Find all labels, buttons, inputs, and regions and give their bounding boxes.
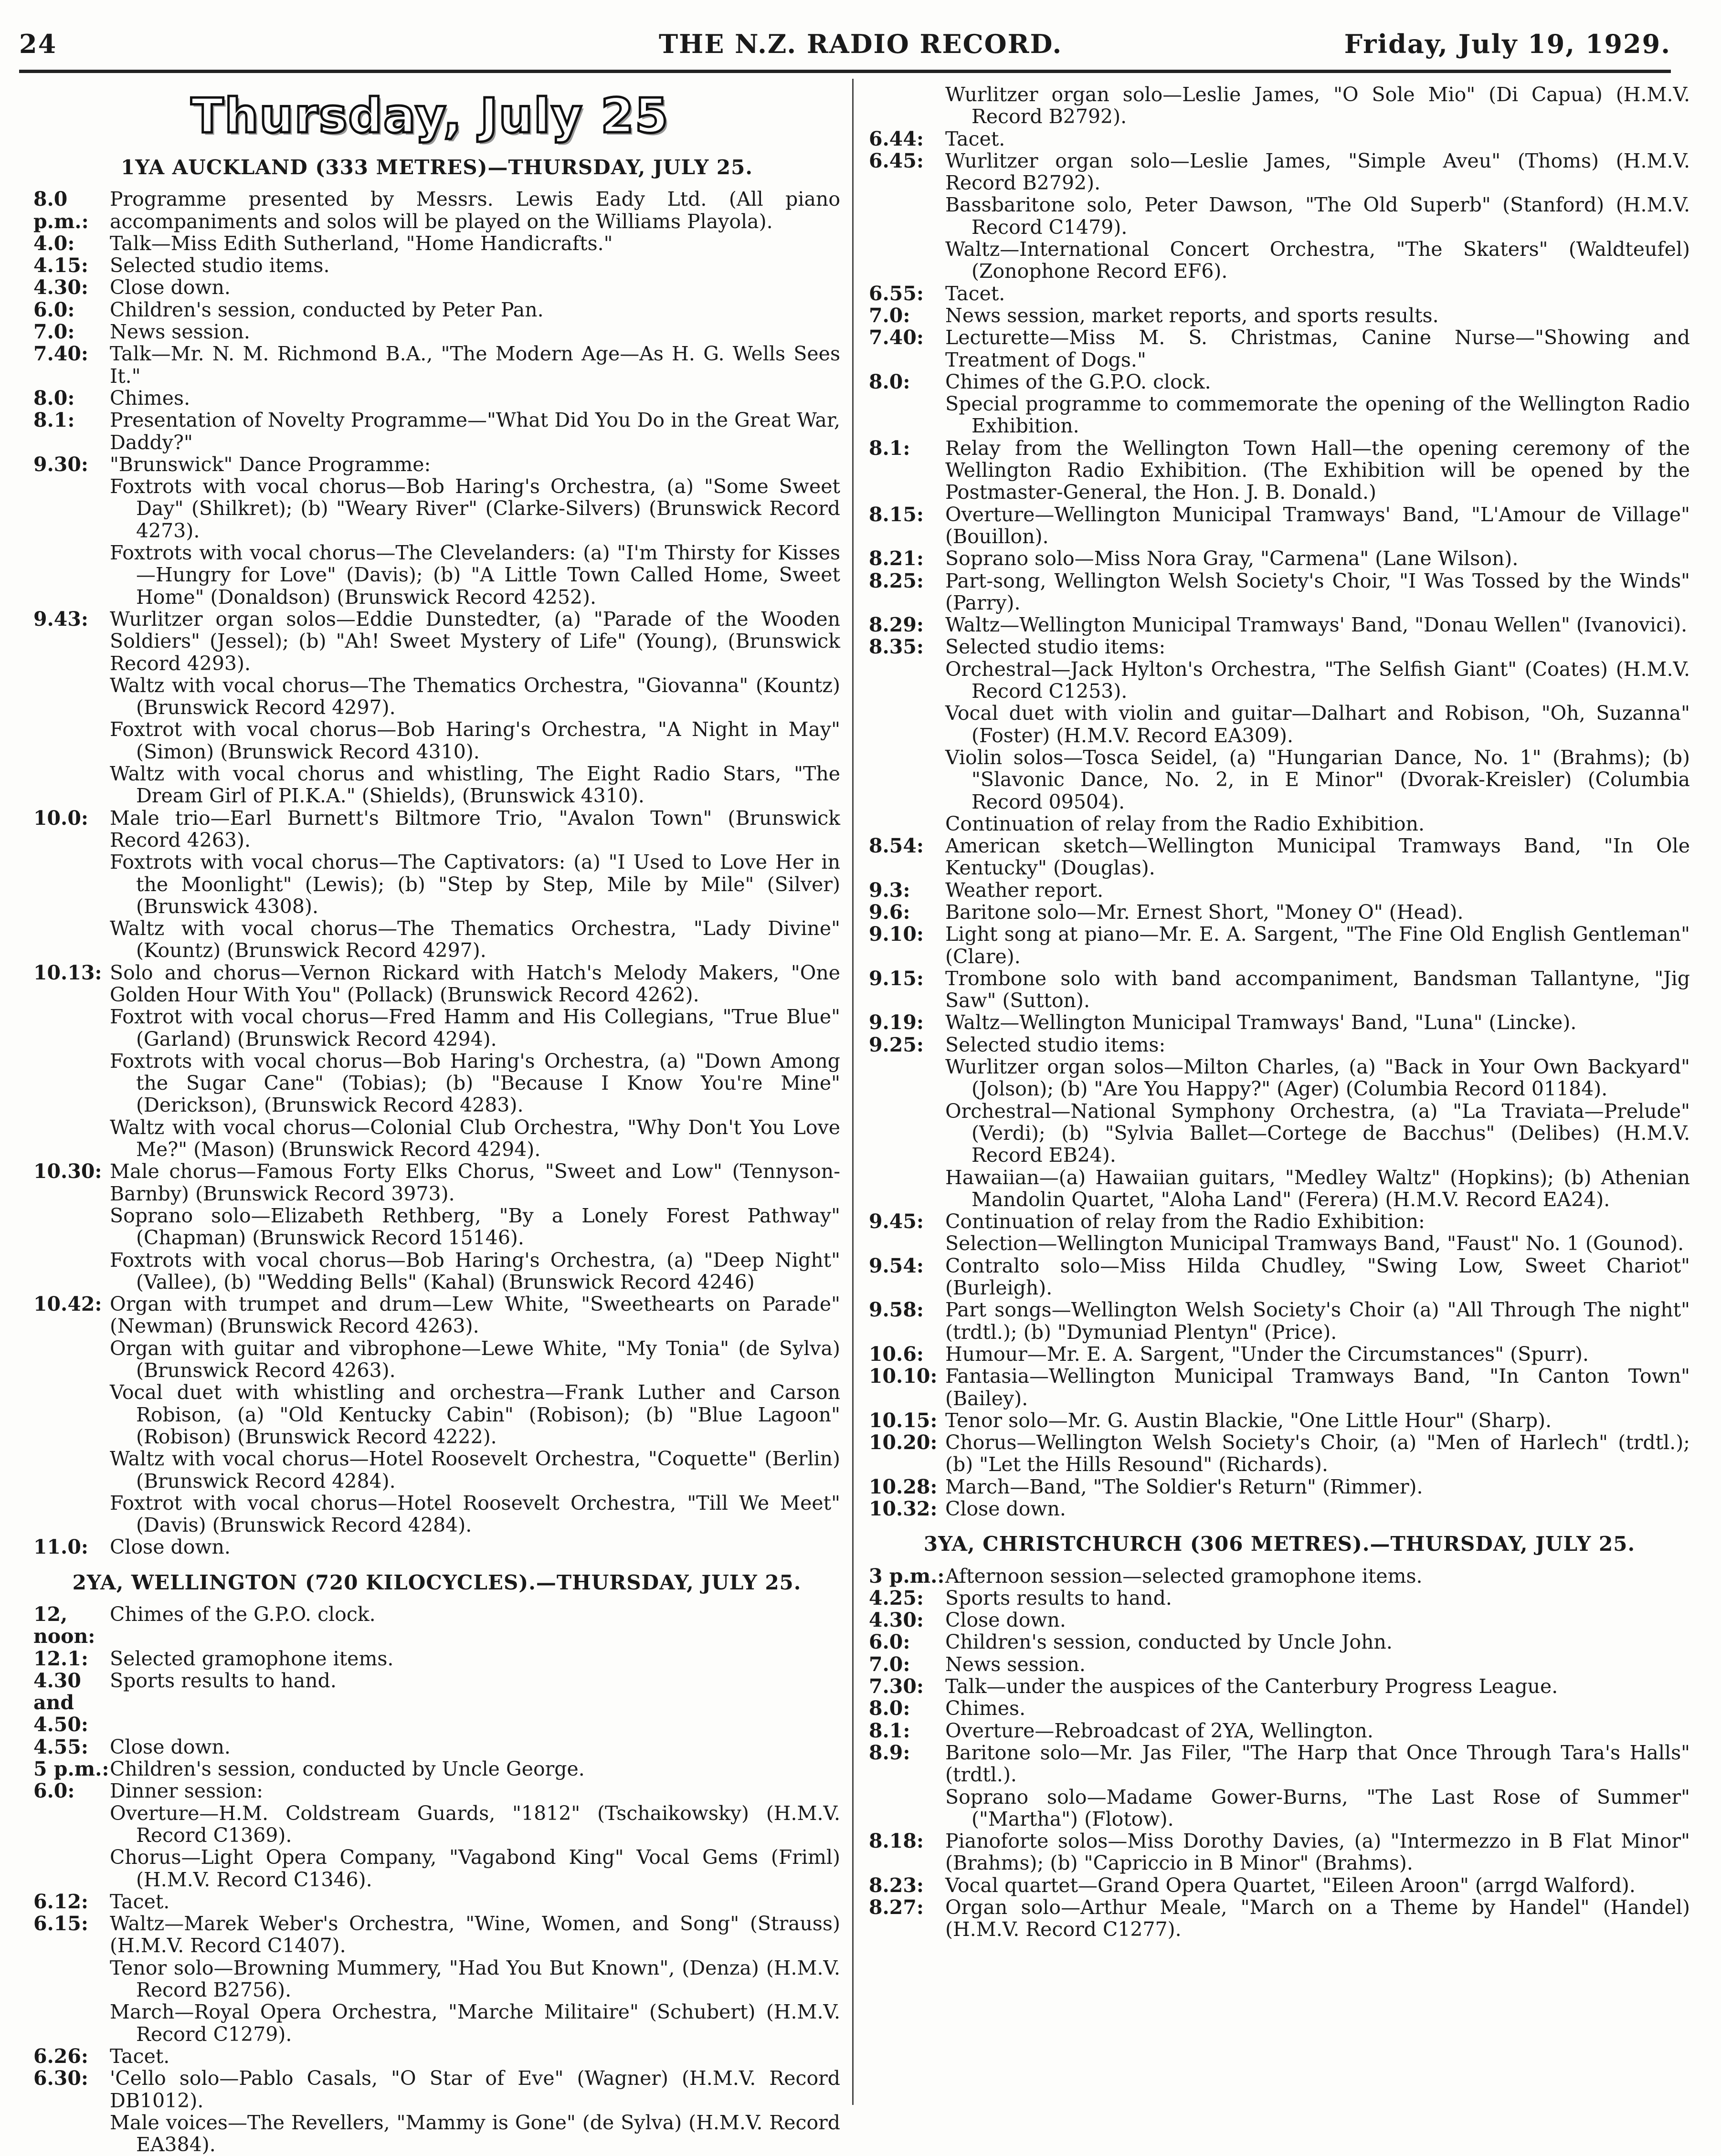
programme-text: Overture—Rebroadcast of 2YA, Wellington. — [945, 1719, 1373, 1742]
programme-text: Baritone solo—Mr. Ernest Short, "Money O" (Head). — [945, 900, 1464, 924]
programme-text: Tacet. — [110, 1890, 170, 1913]
programme-subitem: Waltz with vocal chorus—The Thematics Orchestra, "Lady Divine" (Kountz) (Brunswick Record 4297). — [110, 917, 840, 962]
programme-time: 8.35: — [869, 635, 924, 659]
programme-subitem: Foxtrot with vocal chorus—Hotel Roosevelt Orchestra, "Till We Meet" (Davis) (Brunswick Record 4284). — [110, 1491, 840, 1537]
programme-time: 11.0: — [33, 1535, 88, 1559]
programme-entry — [869, 879, 1690, 901]
programme-text: Chimes of the G.P.O. clock. — [945, 370, 1211, 393]
programme-time: 9.15: — [869, 967, 924, 990]
programme-time: 7.0: — [869, 304, 910, 327]
programme-time: 4.30: — [33, 276, 88, 299]
programme-subitem: Hawaiian—(a) Hawaiian guitars, "Medley Waltz" (Hopkins); (b) Athenian Mandolin Quartet, "Aloha Land" (Ferera) (H.M.V. Record EA24). — [945, 1166, 1690, 1211]
programme-text: Relay from the Wellington Town Hall—the opening ceremony of the Wellington Radio Exhibition. (The Exhibition will be opened by the Postmaster-General, the Hon. J. B. Donald.) — [945, 436, 1690, 504]
programme-time: 9.25: — [869, 1033, 924, 1056]
programme-entry — [869, 1742, 1690, 1786]
programme-entry — [33, 1648, 840, 1670]
programme-entry — [33, 1758, 840, 1780]
programme-text: Selected studio items: — [945, 1033, 1166, 1056]
programme-entry — [33, 1913, 840, 1957]
programme-subitem: Soprano solo—Madame Gower-Burns, "The Last Rose of Summer" ("Martha") (Flotow). — [945, 1785, 1690, 1830]
programme-text: Close down. — [945, 1497, 1066, 1520]
programme-time: 9.10: — [869, 923, 924, 946]
programme-time: 8.27: — [869, 1896, 924, 1919]
programme-entry — [33, 1736, 840, 1758]
right-programme-list — [869, 84, 1690, 1941]
programme-entry — [869, 1011, 1690, 1033]
station-heading: 1YA AUCKLAND (333 METRES)—THURSDAY, JULY 25. — [120, 156, 753, 179]
programme-entry — [869, 1034, 1690, 1056]
programme-entry — [33, 343, 840, 387]
programme-text: Chorus—Wellington Welsh Society's Choir, (a) "Men of Harlech" (trdtl.); (b) "Let the Hills Resound" (Richards). — [945, 1431, 1690, 1476]
programme-time: 8.1: — [869, 1719, 910, 1742]
programme-text: Dinner session: — [110, 1779, 264, 1803]
programme-entry — [33, 1891, 840, 1913]
programme-subitem: Organ with guitar and vibrophone—Lewe White, "My Tonia" (de Sylva) (Brunswick Record 4263). — [110, 1336, 840, 1382]
programme-text: Tacet. — [945, 282, 1005, 305]
programme-entry — [869, 614, 1690, 636]
programme-text: Selected studio items: — [945, 635, 1166, 659]
programme-text: Close down. — [110, 276, 231, 299]
programme-text: Vocal quartet—Grand Opera Quartet, "Eileen Aroon" (arrgd Walford). — [945, 1873, 1636, 1897]
programme-entry — [33, 807, 840, 852]
programme-subitem: Bassbaritone solo, Peter Dawson, "The Old Superb" (Stanford) (H.M.V. Record C1479). — [945, 193, 1690, 239]
programme-time: 6.44: — [869, 127, 924, 150]
programme-text: Presentation of Novelty Programme—"What Did You Do in the Great War, Daddy?" — [110, 409, 840, 454]
programme-entry — [869, 923, 1690, 968]
programme-entry — [33, 962, 840, 1006]
programme-time: 6.26: — [33, 2044, 88, 2068]
programme-entry — [33, 188, 840, 232]
programme-time: 9.43: — [33, 607, 88, 631]
programme-entry — [869, 570, 1690, 614]
programme-entry — [869, 1697, 1690, 1719]
programme-entry — [869, 1896, 1690, 1941]
programme-entry — [869, 1675, 1690, 1697]
programme-text: Pianoforte solos—Miss Dorothy Davies, (a) "Intermezzo in B Flat Minor" (Brahms); (b) "Capriccio in B Minor" (Brahms). — [945, 1830, 1690, 1875]
programme-entry — [869, 1343, 1690, 1365]
programme-time: 6.0: — [869, 1630, 910, 1654]
programme-time: 8.29: — [869, 613, 924, 637]
left-programme-list — [33, 157, 840, 2156]
programme-time: 8.0 p.m.: — [33, 188, 89, 233]
programme-text: News session. — [945, 1652, 1086, 1676]
programme-text: Selected gramophone items. — [110, 1647, 394, 1670]
programme-time: 6.15: — [33, 1912, 88, 1935]
programme-text: Male chorus—Famous Forty Elks Chorus, "Sweet and Low" (Tennyson-Barnby) (Brunswick Record 3973). — [110, 1160, 840, 1205]
programme-entry — [33, 254, 840, 276]
programme-entry — [869, 636, 1690, 658]
station-heading: 2YA, WELLINGTON (720 KILOCYCLES).—THURSDAY, JULY 25. — [72, 1570, 802, 1594]
programme-text: Tacet. — [945, 127, 1005, 150]
programme-text: Organ solo—Arthur Meale, "March on a Theme by Handel" (Handel) (H.M.V. Record C1277). — [945, 1896, 1690, 1941]
programme-entry — [33, 1160, 840, 1205]
programme-entry — [869, 1210, 1690, 1232]
programme-text: Organ with trumpet and drum—Lew White, "Sweethearts on Parade" (Newman) (Brunswick Record 4263). — [110, 1293, 840, 1338]
page-number: 24 — [19, 29, 57, 59]
programme-entry — [869, 1565, 1690, 1587]
programme-text: News session. — [110, 320, 250, 344]
programme-time: 6.0: — [33, 298, 75, 321]
programme-time: 10.32: — [869, 1497, 938, 1520]
header-rule — [19, 70, 1671, 73]
programme-text: Children's session, conducted by Peter Pan. — [110, 298, 544, 321]
programme-text: Close down. — [945, 1609, 1066, 1632]
programme-subitem: Waltz with vocal chorus and whistling, The Eight Radio Stars, "The Dream Girl of PI.K.A." (Shields), (Brunswick 4310). — [110, 762, 840, 808]
programme-time: 4.15: — [33, 254, 88, 277]
programme-entry — [869, 1431, 1690, 1476]
programme-subitem: Foxtrot with vocal chorus—Fred Hamm and His Collegians, "True Blue" (Garland) (Brunswick Record 4294). — [110, 1005, 840, 1051]
programme-time: 4.25: — [869, 1586, 924, 1609]
programme-subitem: March—Royal Opera Orchestra, "Marche Militaire" (Schubert) (H.M.V. Record C1279). — [110, 2000, 840, 2046]
column-rule — [852, 79, 854, 2105]
programme-time: 9.30: — [33, 452, 88, 476]
programme-text: Waltz—Wellington Municipal Tramways' Band, "Luna" (Lincke). — [945, 1011, 1577, 1034]
programme-time: 10.13: — [33, 961, 102, 984]
programme-time: 8.1: — [33, 409, 75, 432]
programme-time: 8.54: — [869, 834, 924, 858]
programme-text: Part songs—Wellington Welsh Society's Choir (a) "All Through The night" (trdtl.); (b) "Dymuniad Plentyn" (Price). — [945, 1298, 1690, 1344]
programme-time: 10.6: — [869, 1342, 924, 1366]
programme-subitem: Orchestral—National Symphony Orchestra, (a) "La Traviata—Prelude" (Verdi); (b) "Sylvia Ballet—Cortege de Bacchus" (Delibes) (H.M.V. Record EB24). — [945, 1099, 1690, 1167]
programme-entry — [33, 453, 840, 475]
programme-entry — [869, 1653, 1690, 1675]
programme-entry — [869, 835, 1690, 879]
programme-entry — [33, 387, 840, 409]
programme-text: Male trio—Earl Burnett's Biltmore Trio, "Avalon Town" (Brunswick Record 4263). — [110, 806, 840, 852]
programme-time: 8.0: — [869, 1697, 910, 1720]
programme-entry — [33, 1293, 840, 1337]
programme-subitem: Orchestral—Jack Hylton's Orchestra, "The Selfish Giant" (Coates) (H.M.V. Record C1253). — [945, 657, 1690, 703]
programme-text: Close down. — [110, 1535, 231, 1559]
programme-time: 10.28: — [869, 1475, 938, 1498]
programme-entry — [869, 1365, 1690, 1409]
day-title: Thursday, July 25 — [191, 88, 669, 144]
programme-time: 8.0: — [33, 386, 75, 410]
programme-entry — [869, 150, 1690, 194]
programme-entry — [869, 1609, 1690, 1631]
programme-time: 8.0: — [869, 370, 910, 393]
programme-subitem: Wurlitzer organ solos—Milton Charles, (a) "Back in Your Own Backyard" (Jolson); (b) "Are You Happy?" (Ager) (Columbia Record 01184). — [945, 1055, 1690, 1101]
programme-time: 8.25: — [869, 569, 924, 592]
programme-time: 8.18: — [869, 1830, 924, 1853]
programme-entry — [33, 276, 840, 298]
programme-time: 4.30 and 4.50: — [33, 1669, 88, 1736]
programme-time: 10.15: — [869, 1409, 938, 1432]
programme-entry — [869, 371, 1690, 393]
programme-subitem: Waltz with vocal chorus—The Thematics Orchestra, "Giovanna" (Kountz) (Brunswick Record 4297). — [110, 673, 840, 719]
programme-subitem: Waltz with vocal chorus—Colonial Club Orchestra, "Why Don't You Love Me?" (Mason) (Brunswick Record 4294). — [110, 1115, 840, 1161]
programme-subitem: Soprano solo—Elizabeth Rethberg, "By a Lonely Forest Pathway" (Chapman) (Brunswick Record 15146). — [110, 1204, 840, 1250]
programme-time: 4.55: — [33, 1735, 88, 1758]
programme-entry — [33, 1670, 840, 1736]
programme-time: 9.58: — [869, 1298, 924, 1322]
programme-entry — [33, 299, 840, 321]
programme-time: 6.55: — [869, 282, 924, 305]
programme-time: 8.1: — [869, 436, 910, 460]
programme-text: Waltz—Marek Weber's Orchestra, "Wine, Women, and Song" (Strauss) (H.M.V. Record C1407). — [110, 1912, 840, 1957]
programme-time: 8.15: — [869, 503, 924, 526]
programme-time: 7.30: — [869, 1675, 924, 1698]
programme-text: Overture—Wellington Municipal Tramways' Band, "L'Amour de Village" (Bouillon). — [945, 503, 1690, 548]
programme-time: 10.20: — [869, 1431, 938, 1454]
programme-text: Programme presented by Messrs. Lewis Eady Ltd. (All piano accompaniments and solos will be played on the Williams Playola). — [110, 188, 840, 233]
programme-entry — [869, 901, 1690, 923]
programme-time: 3 p.m.: — [869, 1564, 945, 1588]
programme-time: 4.30: — [869, 1609, 924, 1632]
programme-time: 7.0: — [869, 1652, 910, 1676]
right-column — [869, 84, 1690, 1941]
programme-entry — [869, 128, 1690, 150]
programme-text: Wurlitzer organ solos—Eddie Dunstedter, (a) "Parade of the Wooden Soldiers" (Jessel); (b) "Ah! Sweet Mystery of Life" (Young), (Brunswick Record 4293). — [110, 607, 840, 675]
programme-subitem: Continuation of relay from the Radio Exhibition. — [945, 812, 1425, 835]
programme-subitem: Selection—Wellington Municipal Tramways Band, "Faust" No. 1 (Gounod). — [945, 1232, 1684, 1255]
programme-subitem: Foxtrot with vocal chorus—Bob Haring's Orchestra, "A Night in May" (Simon) (Brunswick Record 4310). — [110, 718, 840, 763]
station-heading: 3YA, CHRISTCHURCH (306 METRES).—THURSDAY, JULY 25. — [923, 1532, 1636, 1556]
programme-subitem: Foxtrots with vocal chorus—Bob Haring's Orchestra, (a) "Some Sweet Day" (Shilkret); (b) "Weary River" (Clarke-Silvers) (Brunswick Record 4273). — [110, 475, 840, 542]
programme-entry — [869, 1409, 1690, 1431]
programme-time: 8.23: — [869, 1873, 924, 1897]
programme-time: 4.0: — [33, 231, 75, 255]
programme-subitem: Violin solos—Tosca Seidel, (a) "Hungarian Dance, No. 1" (Brahms); (b) "Slavonic Dance, No. 2, in E Minor" (Dvorak-Kreisler) (Columbia Record 09504). — [945, 746, 1690, 813]
programme-text: Fantasia—Wellington Municipal Tramways Band, "In Canton Town" (Bailey). — [945, 1365, 1690, 1410]
programme-time: 6.30: — [33, 2067, 88, 2090]
programme-text: "Brunswick" Dance Programme: — [110, 452, 431, 476]
programme-entry — [869, 1720, 1690, 1742]
programme-entry — [869, 437, 1690, 504]
programme-text: Soprano solo—Miss Nora Gray, "Carmena" (Lane Wilson). — [945, 547, 1519, 570]
programme-text: Sports results to hand. — [945, 1586, 1172, 1609]
programme-text: Children's session, conducted by Uncle John. — [945, 1630, 1393, 1654]
programme-text: American sketch—Wellington Municipal Tramways Band, "In Ole Kentucky" (Douglas). — [945, 834, 1690, 880]
programme-text: Talk—under the auspices of the Canterbury Progress League. — [945, 1675, 1558, 1698]
programme-time: 9.19: — [869, 1011, 924, 1034]
issue-date: Friday, July 19, 1929. — [1344, 29, 1671, 59]
programme-entry — [33, 409, 840, 453]
programme-subitem: Foxtrots with vocal chorus—The Clevelanders: (a) "I'm Thirsty for Kisses—Hungry for Love" (Davis); (b) "A Little Town Called Home, Sweet Home" (Donaldson) (Brunswick Record 4252). — [110, 541, 840, 609]
programme-text: Baritone solo—Mr. Jas Filer, "The Harp that Once Through Tara's Halls" (trdtl.). — [945, 1741, 1690, 1787]
programme-subitem: Vocal duet with whistling and orchestra—Frank Luther and Carson Robison, (a) "Old Kentucky Cabin" (Robison); (b) "Blue Lagoon" (Robison) (Brunswick Record 4222). — [110, 1381, 840, 1448]
programme-entry — [33, 2067, 840, 2112]
programme-time: 10.0: — [33, 806, 88, 830]
programme-entry — [33, 321, 840, 343]
page-header — [19, 29, 1671, 72]
programme-subitem: Chorus—Light Opera Company, "Vagabond King" Vocal Gems (Friml) (H.M.V. Record C1346). — [110, 1846, 840, 1891]
programme-entry — [869, 326, 1690, 371]
programme-text: March—Band, "The Soldier's Return" (Rimmer). — [945, 1475, 1423, 1498]
programme-time: 7.0: — [33, 320, 75, 344]
programme-time: 9.54: — [869, 1254, 924, 1277]
programme-text: Solo and chorus—Vernon Rickard with Hatch's Melody Makers, "One Golden Hour With You" (Pollack) (Brunswick Record 4262). — [110, 961, 840, 1006]
programme-time: 6.45: — [869, 149, 924, 172]
programme-text: Tacet. — [110, 2044, 170, 2068]
programme-text: Contralto solo—Miss Hilda Chudley, "Swing Low, Sweet Chariot" (Burleigh). — [945, 1254, 1690, 1300]
programme-text: Sports results to hand. — [110, 1669, 337, 1692]
programme-subitem: Waltz—International Concert Orchestra, "The Skaters" (Waldteufel) (Zonophone Record EF6). — [945, 238, 1690, 283]
programme-text: Close down. — [110, 1735, 231, 1758]
programme-entry — [869, 1476, 1690, 1498]
newspaper-title: THE N.Z. RADIO RECORD. — [659, 29, 1063, 59]
programme-text: News session, market reports, and sports results. — [945, 304, 1439, 327]
programme-entry — [33, 2045, 840, 2067]
programme-entry — [869, 504, 1690, 548]
programme-text: Chimes. — [945, 1697, 1026, 1720]
programme-subitem: Male voices—The Revellers, "Mammy is Gone" (de Sylva) (H.M.V. Record EA384). — [110, 2111, 840, 2156]
programme-time: 6.0: — [33, 1779, 75, 1803]
programme-text: Children's session, conducted by Uncle George. — [110, 1757, 585, 1781]
programme-time: 8.21: — [869, 547, 924, 570]
programme-time: 9.45: — [869, 1210, 924, 1233]
programme-entry — [869, 1874, 1690, 1896]
programme-entry — [869, 1631, 1690, 1653]
programme-entry — [33, 232, 840, 254]
programme-subitem: Foxtrots with vocal chorus—The Captivators: (a) "I Used to Love Her in the Moonlight" (Lewis); (b) "Step by Step, Mile by Mile" (Silver) (Brunswick 4308). — [110, 851, 840, 918]
programme-time: 10.10: — [869, 1365, 938, 1388]
programme-text: Waltz—Wellington Municipal Tramways' Band, "Donau Wellen" (Ivanovici). — [945, 613, 1688, 637]
programme-entry — [869, 1587, 1690, 1609]
programme-entry — [869, 968, 1690, 1012]
programme-entry — [33, 1603, 840, 1648]
programme-entry — [33, 1780, 840, 1802]
programme-subitem: Vocal duet with violin and guitar—Dalhart and Robison, "Oh, Suzanna" (Foster) (H.M.V. Record EA309). — [945, 702, 1690, 747]
programme-time: 9.6: — [869, 900, 910, 924]
programme-entry — [33, 1536, 840, 1558]
programme-text: Afternoon session—selected gramophone items. — [945, 1564, 1423, 1588]
programme-text: Continuation of relay from the Radio Exhibition: — [945, 1210, 1425, 1233]
programme-text: Talk—Mr. N. M. Richmond B.A., "The Modern Age—As H. G. Wells Sees It." — [110, 342, 840, 388]
programme-entry — [33, 608, 840, 674]
programme-entry — [869, 283, 1690, 305]
programme-subitem: Overture—H.M. Coldstream Guards, "1812" (Tschaikowsky) (H.M.V. Record C1369). — [110, 1801, 840, 1847]
programme-text: Chimes of the G.P.O. clock. — [110, 1603, 376, 1626]
programme-entry — [869, 1255, 1690, 1299]
programme-time: 5 p.m.: — [33, 1757, 109, 1781]
programme-time: 7.40: — [33, 342, 88, 366]
programme-time: 12.1: — [33, 1647, 88, 1670]
programme-text: Humour—Mr. E. A. Sargent, "Under the Circumstances" (Spurr). — [945, 1342, 1589, 1366]
programme-text: Weather report. — [945, 878, 1104, 902]
programme-entry — [869, 305, 1690, 326]
programme-text: 'Cello solo—Pablo Casals, "O Star of Eve" (Wagner) (H.M.V. Record DB1012). — [110, 2067, 840, 2112]
programme-subitem: Foxtrots with vocal chorus—Bob Haring's Orchestra, (a) "Down Among the Sugar Cane" (Tobias); (b) "Because I Know You're Mine" (Derickson), (Brunswick Record 4283). — [110, 1049, 840, 1117]
programme-subitem: Special programme to commemorate the opening of the Wellington Radio Exhibition. — [945, 392, 1690, 438]
programme-entry — [869, 1498, 1690, 1520]
programme-time: 10.42: — [33, 1293, 102, 1316]
programme-entry — [869, 1830, 1690, 1874]
programme-subitem: Foxtrots with vocal chorus—Bob Haring's Orchestra, (a) "Deep Night" (Vallee), (b) "Wedding Bells" (Kahal) (Brunswick Record 4246) — [110, 1248, 840, 1294]
programme-text: Chimes. — [110, 386, 190, 410]
programme-entry — [869, 1299, 1690, 1343]
programme-time: 8.9: — [869, 1741, 910, 1764]
programme-text: Selected studio items. — [110, 254, 330, 277]
programme-time: 9.3: — [869, 878, 910, 902]
programme-text: Part-song, Wellington Welsh Society's Choir, "I Was Tossed by the Winds" (Parry). — [945, 569, 1690, 614]
left-column — [33, 84, 840, 2156]
programme-text: Trombone solo with band accompaniment, Bandsman Tallantyne, "Jig Saw" (Sutton). — [945, 967, 1690, 1012]
programme-subitem: Waltz with vocal chorus—Hotel Roosevelt Orchestra, "Coquette" (Berlin) (Brunswick Record 4284). — [110, 1447, 840, 1493]
programme-text: Tenor solo—Mr. G. Austin Blackie, "One Little Hour" (Sharp). — [945, 1409, 1552, 1432]
programme-time: 7.40: — [869, 326, 924, 349]
programme-text: Talk—Miss Edith Sutherland, "Home Handicrafts." — [110, 231, 613, 255]
programme-subitem: Tenor solo—Browning Mummery, "Had You But Known", (Denza) (H.M.V. Record B2756). — [110, 1956, 840, 2002]
programme-subitem: Wurlitzer organ solo—Leslie James, "O Sole Mio" (Di Capua) (H.M.V. Record B2792). — [945, 83, 1690, 128]
programme-text: Light song at piano—Mr. E. A. Sargent, "The Fine Old English Gentleman" (Clare). — [945, 923, 1690, 968]
programme-text: Wurlitzer organ solo—Leslie James, "Simple Aveu" (Thoms) (H.M.V. Record B2792). — [945, 149, 1690, 195]
programme-text: Lecturette—Miss M. S. Christmas, Canine Nurse—"Showing and Treatment of Dogs." — [945, 326, 1690, 371]
programme-time: 12, noon: — [33, 1603, 95, 1648]
programme-time: 6.12: — [33, 1890, 88, 1913]
programme-time: 10.30: — [33, 1160, 102, 1183]
programme-entry — [869, 547, 1690, 569]
